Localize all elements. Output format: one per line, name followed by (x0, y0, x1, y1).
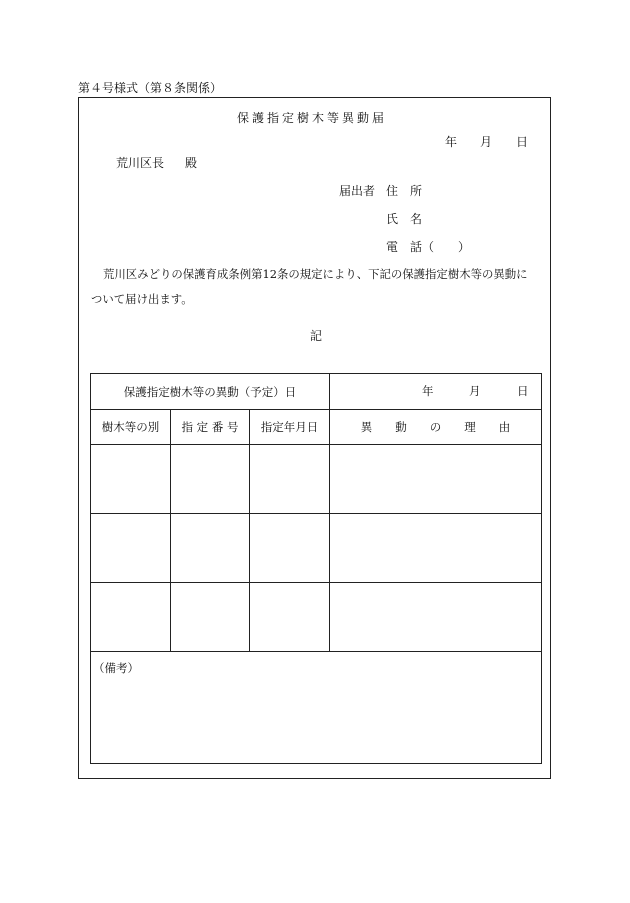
change-date-value (330, 374, 542, 410)
cell-tree-type[interactable] (91, 445, 171, 514)
change-date-year: 年 (422, 384, 434, 398)
table-row (91, 445, 542, 514)
body-text-line2: ついて届け出ます。 (91, 292, 193, 306)
cell-designation-date[interactable] (250, 583, 330, 652)
date-day: 日 (516, 135, 529, 149)
form-title: 保護指定樹木等異動届 (237, 111, 388, 125)
honorific: 殿 (185, 156, 198, 170)
cell-designation-number[interactable] (171, 583, 250, 652)
remarks-cell[interactable] (91, 652, 542, 764)
date-month: 月 (480, 135, 493, 149)
ki-label: 記 (310, 329, 323, 343)
cell-reason[interactable] (330, 445, 542, 514)
cell-tree-type[interactable] (91, 514, 171, 583)
header-designation-number: 指 定 番 号 (171, 410, 250, 445)
addressee: 荒川区長 (116, 156, 165, 170)
cell-tree-type[interactable] (91, 583, 171, 652)
tree-table (90, 373, 542, 764)
applicant-phone: 電 話（ ） (386, 240, 471, 254)
change-date-day: 日 (517, 384, 529, 398)
cell-designation-date[interactable] (250, 514, 330, 583)
date-row (91, 374, 542, 410)
cell-reason[interactable] (330, 583, 542, 652)
cell-designation-number[interactable] (171, 514, 250, 583)
date-year: 年 (445, 135, 458, 149)
form-number: 第４号様式（第８条関係） (78, 81, 223, 95)
applicant-label: 届出者 (339, 184, 376, 198)
header-row (91, 410, 542, 445)
header-tree-type: 樹木等の別 (91, 410, 171, 445)
cell-reason[interactable] (330, 514, 542, 583)
remarks-row (91, 652, 542, 764)
applicant-address: 住 所 (386, 184, 423, 198)
table-row (91, 514, 542, 583)
remarks-label: （備考） (93, 661, 139, 675)
cell-designation-date[interactable] (250, 445, 330, 514)
body-text-line1: 荒川区みどりの保護育成条例第12条の規定により、下記の保護指定樹木等の異動に (103, 267, 528, 281)
header-reason: 異 動 の 理 由 (330, 410, 542, 445)
header-designation-date: 指定年月日 (250, 410, 330, 445)
cell-designation-number[interactable] (171, 445, 250, 514)
change-date-label: 保護指定樹木等の異動（予定）日 (91, 374, 330, 410)
change-date-month: 月 (469, 384, 481, 398)
applicant-name: 氏 名 (386, 212, 423, 226)
table-row (91, 583, 542, 652)
